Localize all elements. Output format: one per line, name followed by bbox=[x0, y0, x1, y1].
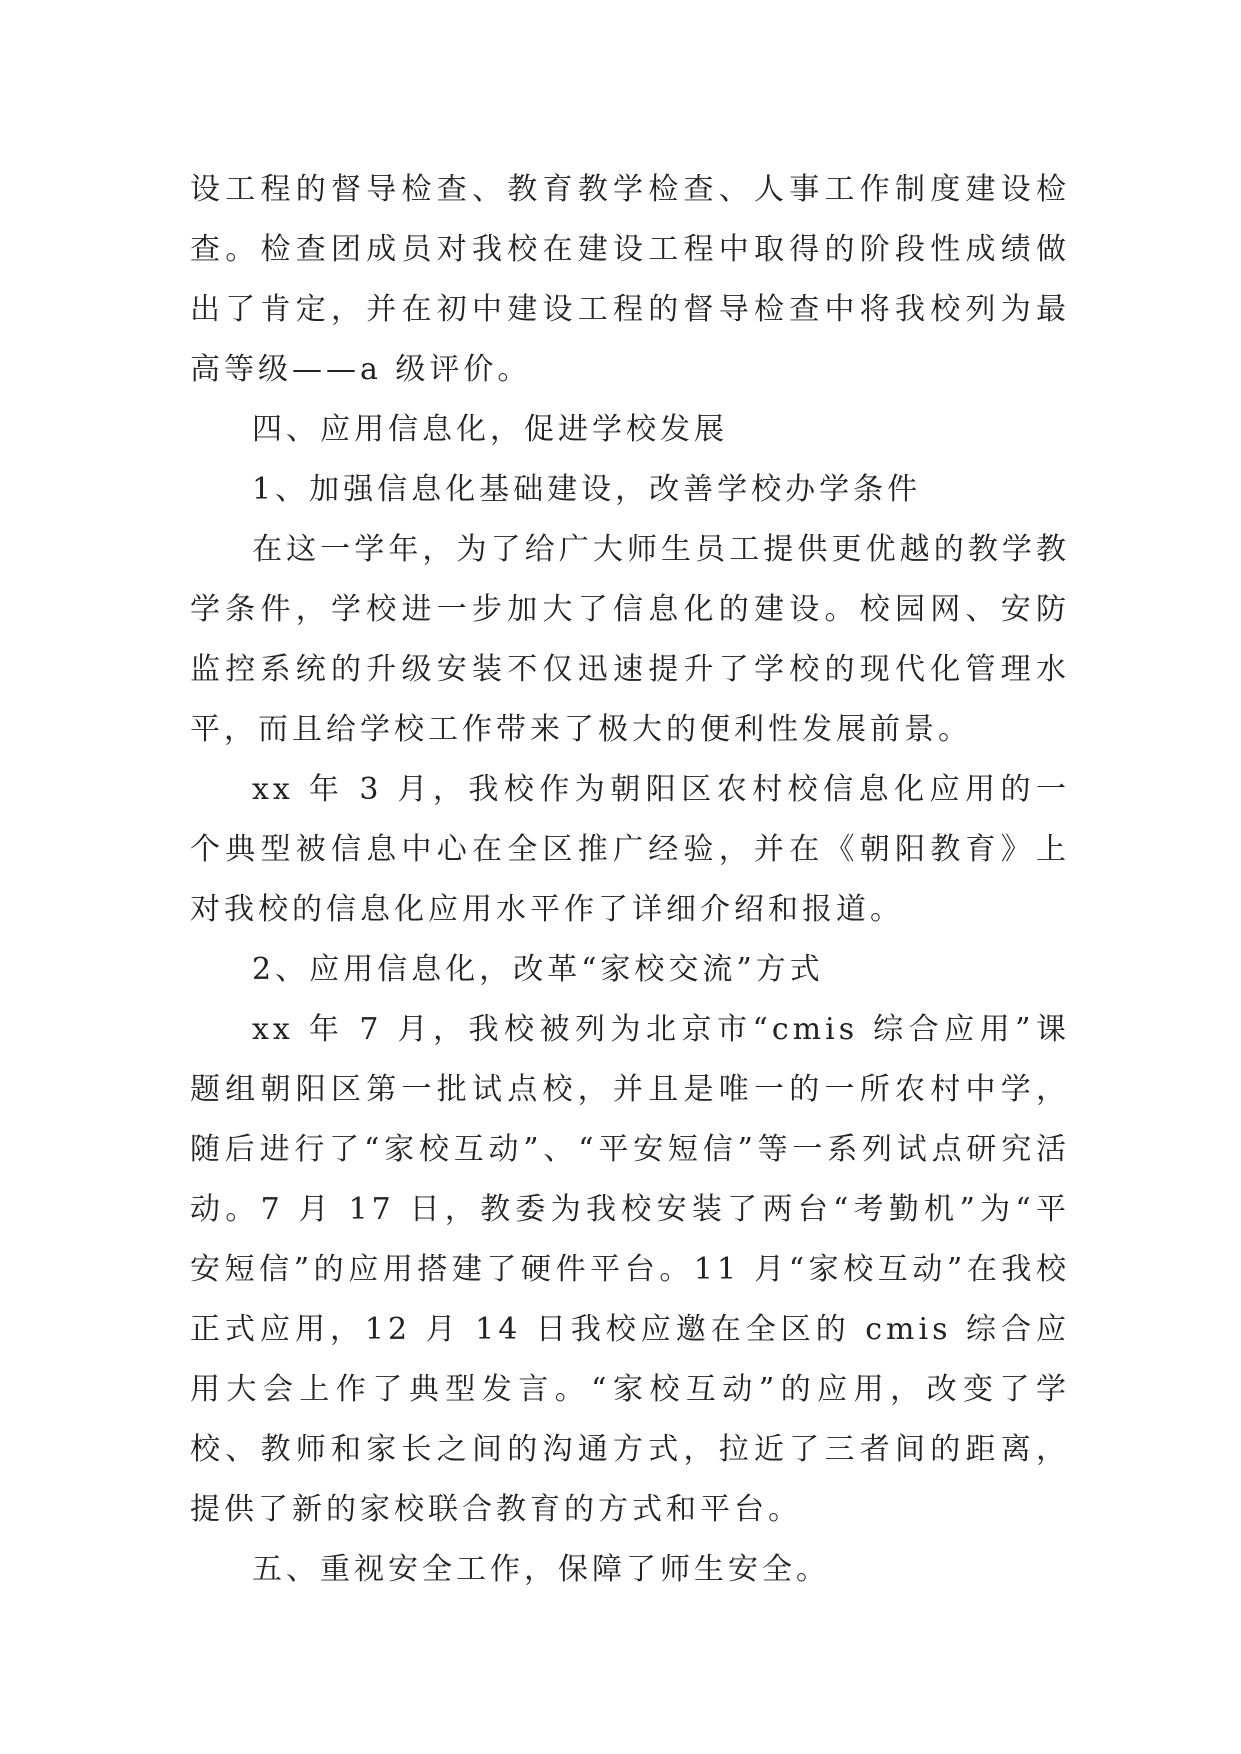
subheading-infrastructure: 1、加强信息化基础建设，改善学校办学条件 bbox=[252, 472, 922, 507]
heading-section-five: 五、重视安全工作，保障了师生安全。 bbox=[252, 1552, 830, 1587]
document-body bbox=[190, 160, 1070, 1600]
subheading-home-school: 2、应用信息化，改革“家校交流”方式 bbox=[252, 952, 824, 987]
paragraph-infrastructure: 在这一学年，为了给广大师生员工提供更优越的教学教学条件，学校进一步加大了信息化的建设。校园网、安防监控系统的升级安装不仅迅速提升了学校的现代化管理水平，而且给学校工作带来了极大的便利性发展前景。 bbox=[190, 532, 1070, 747]
paragraph-inspection-results: 设工程的督导检查、教育教学检查、人事工作制度建设检查。检查团成员对我校在建设工程中取得的阶段性成绩做出了肯定，并在初中建设工程的督导检查中将我校列为最高等级——a 级评价。 bbox=[190, 172, 1070, 387]
paragraph-chaoyang-promotion: xx 年 3 月，我校作为朝阳区农村校信息化应用的一个典型被信息中心在全区推广经验，并在《朝阳教育》上对我校的信息化应用水平作了详细介绍和报道。 bbox=[190, 772, 1070, 927]
paragraph-cmis-pilot: xx 年 7 月，我校被列为北京市“cmis 综合应用”课题组朝阳区第一批试点校，并且是唯一的一所农村中学，随后进行了“家校互动”、“平安短信”等一系列试点研究活动。7 月 17 日，教委为我校安装了两台“考勤机”为“平安短信”的应用搭建了硬件平台。11 月“家校互动”在我校正式应用，12 月 14 日我校应邀在全区的 cmis 综合应用大会上作了典型发言。“家校互动”的应用，改变了学校、教师和家长之间的沟通方式，拉近了三者间的距离，提供了新的家校联合教育的方式和平台。 bbox=[190, 1012, 1070, 1527]
heading-section-four: 四、应用信息化，促进学校发展 bbox=[252, 412, 728, 447]
